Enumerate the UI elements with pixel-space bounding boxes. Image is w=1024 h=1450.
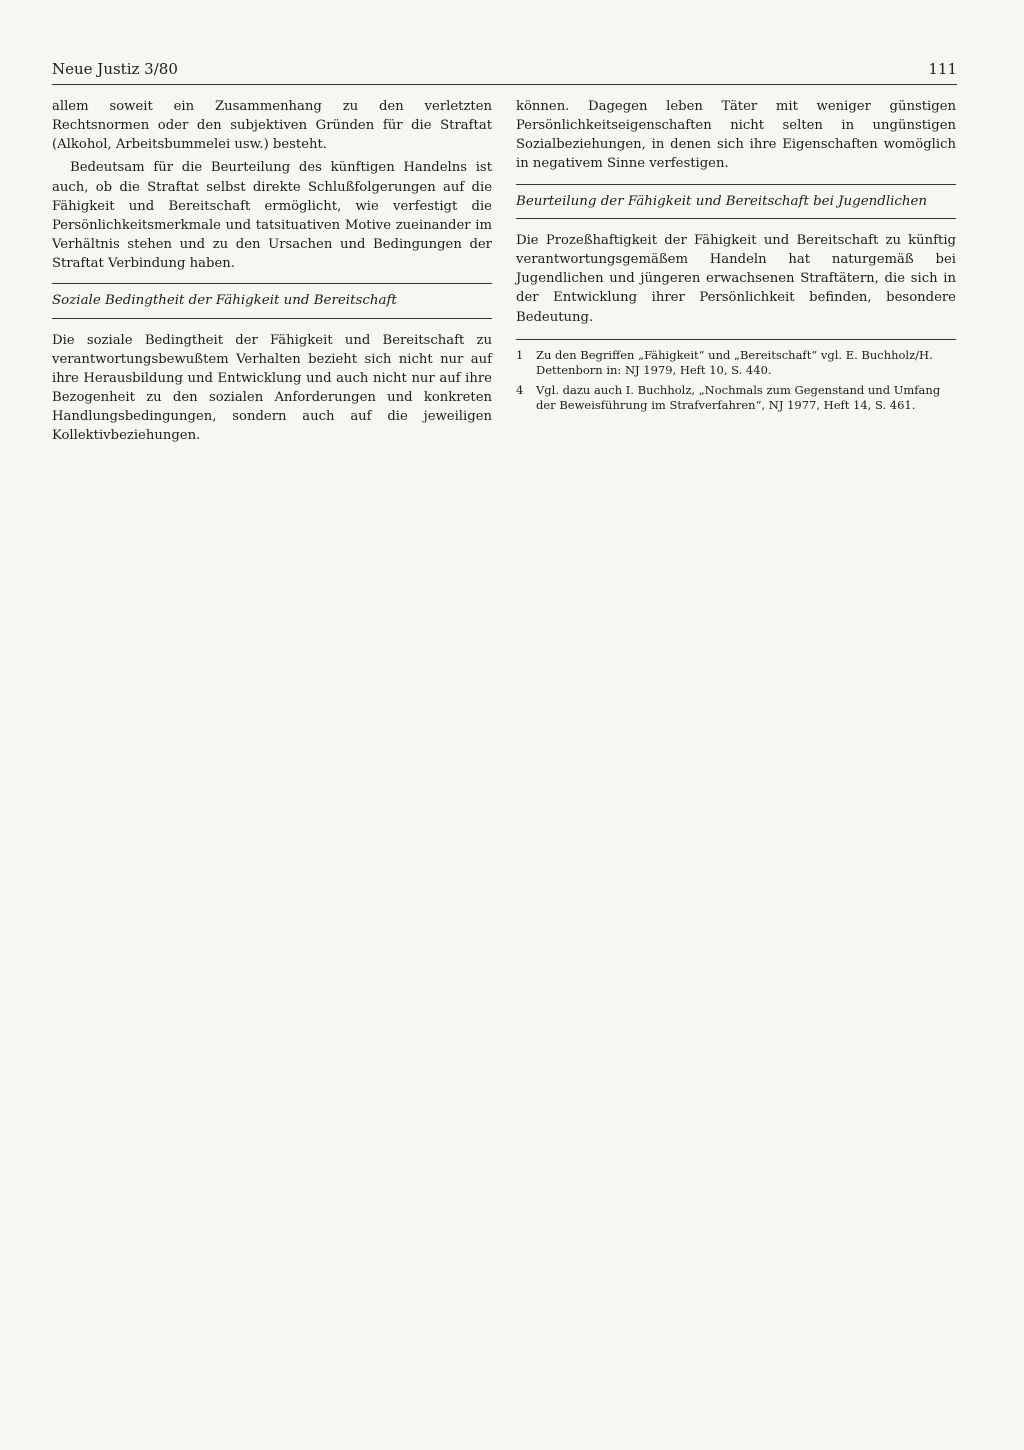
journal-title: Neue Justiz 3/80 bbox=[52, 60, 178, 78]
paragraph: Bedeutsam für die Beurteilung des künftigen Handelns ist auch, ob die Straftat selbst direkte Schlußfolgerungen auf die Fähigkeit und Bereitschaft ermöglicht, wie verfestigt die Persönlichkeitsmerkmale und tatsituativen Motive zueinander im Verhältnis stehen und zu den Ursachen und Bedingungen der Straftat Verbindung haben. bbox=[52, 160, 492, 272]
footnotes bbox=[516, 339, 956, 414]
footnote bbox=[516, 348, 956, 379]
right-column bbox=[516, 97, 956, 450]
section-heading: Soziale Bedingtheit der Fähigkeit und Bereitschaft bbox=[52, 283, 492, 318]
paragraph: Die Prozeßhaftigkeit der Fähigkeit und Bereitschaft zu künftig verantwortungsgemäßem Handeln hat naturgemäß bei Jugendlichen und jüngeren erwachsenen Straftätern, die sich in der Entwicklung ihrer Persönlichkeit befinden, besondere Bedeutung. bbox=[516, 233, 956, 325]
footnote-number: 1 bbox=[516, 347, 524, 362]
page-number: 111 bbox=[928, 60, 957, 78]
footnote bbox=[516, 383, 956, 414]
footnote-text: Zu den Begriffen „Fähigkeit“ und „Bereitschaft“ vgl. E. Buchholz/H. Dettenborn in: NJ 1979, Heft 10, S. 440. bbox=[536, 347, 933, 378]
footnote-number: 4 bbox=[516, 382, 524, 397]
paragraph: können. Dagegen leben Täter mit weniger günstigen Persönlichkeitseigenschaften nicht selten in ungünstigen Sozialbeziehungen, in denen sich ihre Eigenschaften womöglich in negativem Sinne verfestigen. bbox=[516, 99, 956, 172]
footnote-text: Vgl. dazu auch I. Buchholz, „Nochmals zum Gegenstand und Umfang der Beweisführung im Strafverfahren“, NJ 1977, Heft 14, S. 461. bbox=[536, 382, 941, 413]
paragraph: Die soziale Bedingtheit der Fähigkeit und Bereitschaft zu verantwortungsbewußtem Verhalten bezieht sich nicht nur auf ihre Herausbildung und Entwicklung und auch nicht nur auf ihre Bezogenheit zu den sozialen Anforderungen und konkreten Handlungsbedingungen, sondern auch auf die jeweiligen Kollektivbeziehungen. bbox=[52, 332, 492, 444]
page-header bbox=[52, 60, 957, 85]
left-column bbox=[52, 97, 492, 450]
section-heading: Beurteilung der Fähigkeit und Bereitschaft bei Jugendlichen bbox=[516, 184, 956, 219]
paragraph: allem soweit ein Zusammenhang zu den verletzten Rechtsnormen oder den subjektiven Gründen für die Straftat (Alkohol, Arbeitsbummelei usw.) besteht. bbox=[52, 99, 492, 153]
columns bbox=[52, 97, 957, 450]
page bbox=[52, 60, 957, 450]
